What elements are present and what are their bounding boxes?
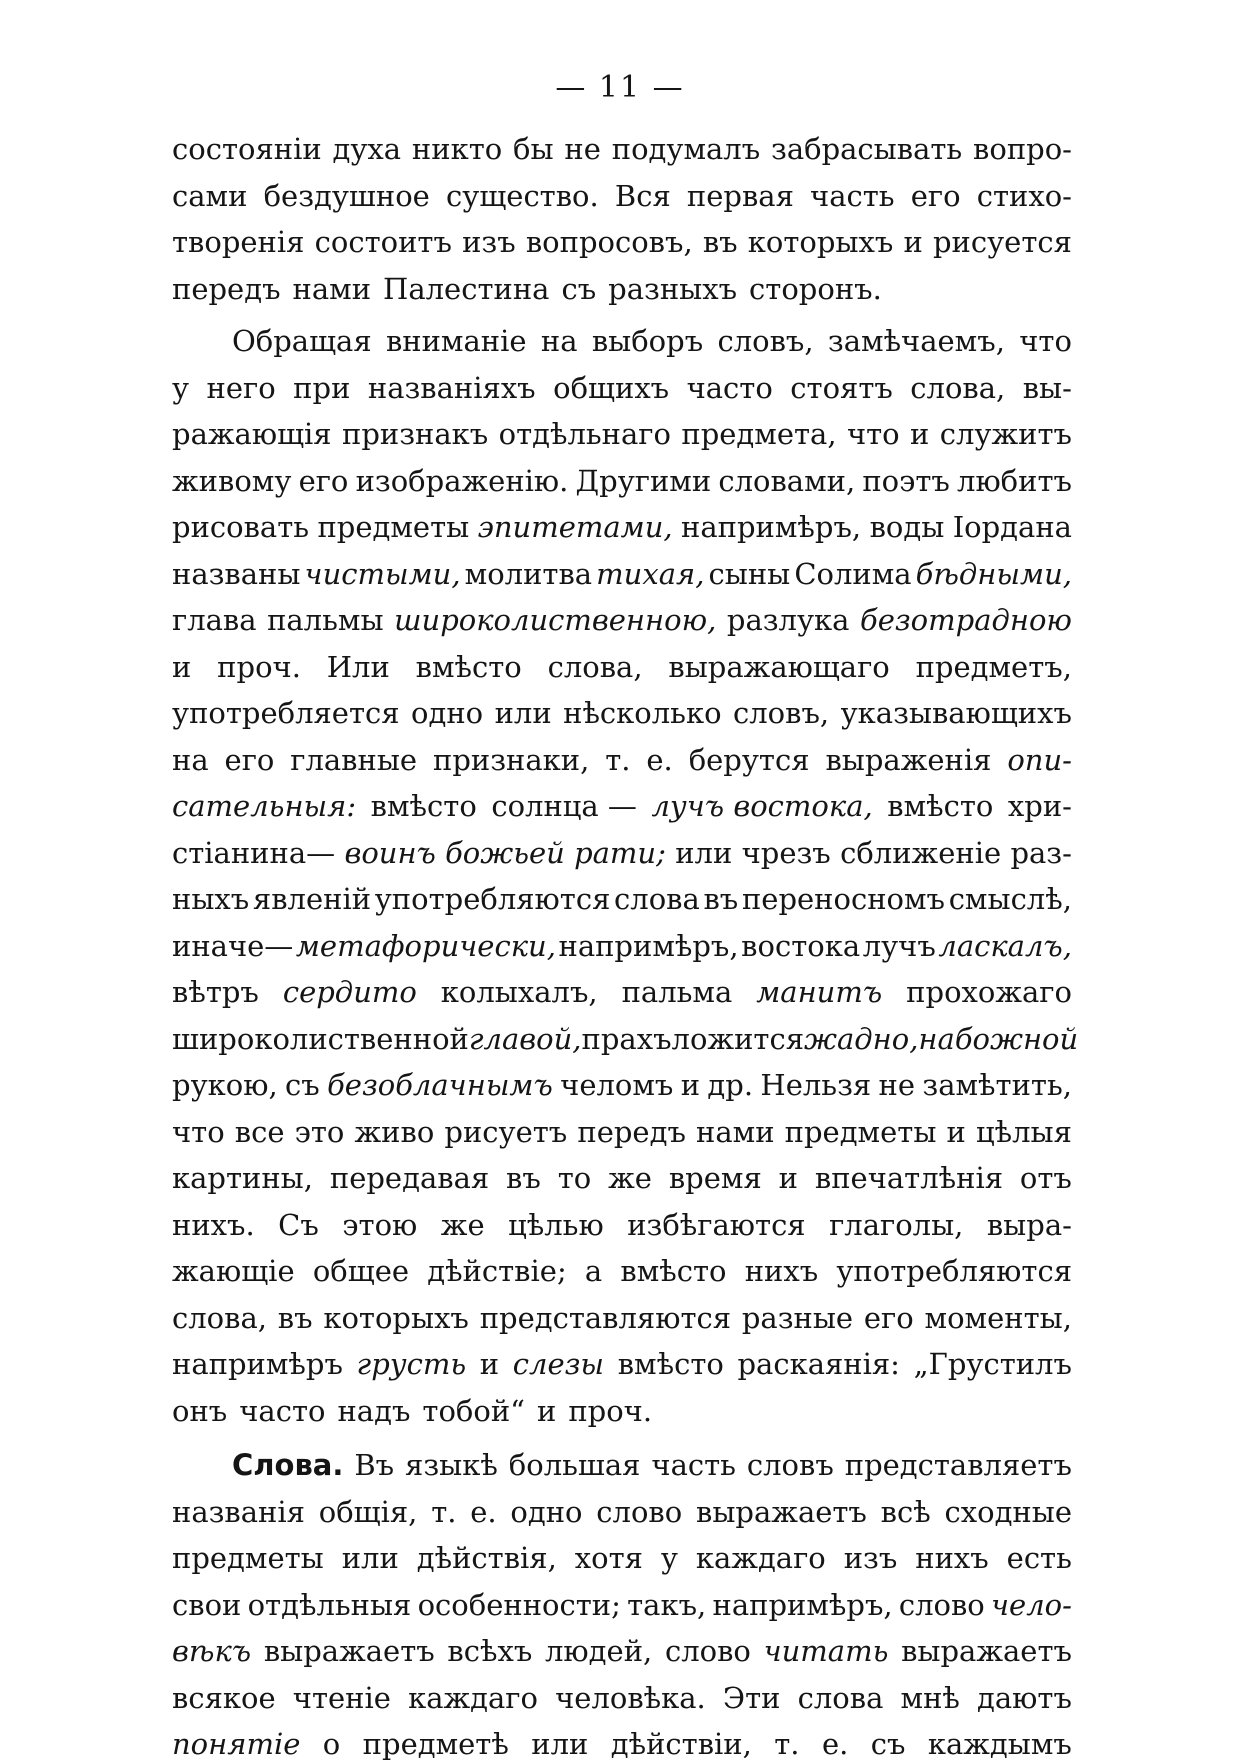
word: моменты, (924, 1300, 1072, 1335)
word: выражаетъ (263, 1634, 435, 1668)
word: и (946, 1114, 966, 1149)
word: что (846, 417, 900, 451)
word: Палестина (383, 271, 550, 306)
word: нихъ. (172, 1207, 255, 1242)
word: у (660, 1541, 678, 1575)
word: Нельзя (760, 1068, 872, 1102)
word: цѣлыя (975, 1114, 1072, 1149)
italic-word: набожной (918, 1021, 1079, 1056)
word: съ (870, 1727, 906, 1761)
word: названіяхъ (367, 370, 536, 405)
word: не (564, 132, 601, 166)
word: каждаго (408, 1680, 538, 1715)
word: предметѣ (362, 1727, 509, 1761)
word: а (584, 1254, 603, 1288)
text-line (172, 787, 1072, 825)
word: признаки, (432, 742, 590, 777)
word: словъ (746, 1448, 834, 1482)
word: нихъ (915, 1541, 989, 1575)
word: всякое (172, 1680, 276, 1715)
word: глаголы, (829, 1207, 964, 1242)
word: пальмы (267, 603, 384, 637)
word: замѣчаемъ, (827, 324, 1005, 358)
word: впечатлѣнія (814, 1161, 1004, 1195)
word: рукою, (172, 1068, 278, 1102)
text-line (172, 369, 1072, 407)
word: вмѣсто (887, 789, 994, 823)
word: первая (686, 178, 794, 213)
page-number: — 11 — (555, 70, 685, 105)
word: переносномъ (741, 882, 945, 916)
word: ражающія (172, 417, 332, 451)
word: общее (312, 1254, 410, 1288)
word: состоитъ (314, 225, 452, 259)
word: разныхъ (608, 271, 738, 306)
italic-word: эпитетами, (477, 510, 673, 544)
word: одно (411, 696, 484, 730)
italic-word: сательныя: (172, 789, 357, 823)
text-line (172, 648, 1072, 686)
word: напримѣръ (172, 1347, 343, 1381)
italic-word: читать (763, 1634, 889, 1668)
word: передавая (329, 1161, 490, 1195)
word: этою (342, 1207, 418, 1242)
word: дѣйствіи, (610, 1727, 752, 1761)
text-line (172, 1493, 1072, 1531)
word: замѣтить, (922, 1068, 1072, 1102)
word: бы (513, 132, 554, 166)
word: отъ (1019, 1161, 1072, 1195)
word: Или (326, 649, 390, 684)
word: чрезъ (741, 835, 831, 870)
word: и (536, 1393, 557, 1428)
word: о (322, 1727, 341, 1761)
word: не (878, 1068, 916, 1102)
italic-word: бѣдными, (915, 556, 1072, 591)
word: вмѣсто (620, 1254, 727, 1288)
text-line (172, 1632, 1072, 1670)
italic-word: лучъ востока, (651, 789, 873, 823)
word: нами (292, 271, 372, 306)
word: на (172, 742, 209, 777)
word: выражаетъ (901, 1634, 1072, 1668)
italic-word: манитъ (756, 975, 883, 1009)
word: словами, (718, 463, 856, 498)
word: представляетъ (844, 1448, 1072, 1482)
word: каждымъ (927, 1727, 1072, 1761)
word: выборъ (591, 324, 704, 358)
text-line (172, 741, 1072, 779)
italic-word: жадно, (804, 1021, 919, 1056)
word: Вся (614, 178, 671, 213)
word: стоятъ (790, 370, 893, 405)
word: выраженія (825, 742, 992, 777)
text-line (172, 1066, 1072, 1104)
text-line (172, 270, 1072, 308)
word: онъ (172, 1393, 228, 1428)
word: слово (596, 1494, 683, 1529)
word: передъ (172, 271, 281, 306)
word: слова, (172, 1300, 267, 1335)
word: вмѣсто (415, 649, 522, 684)
word: слова (797, 1680, 884, 1715)
word: сближеніе (840, 835, 1002, 870)
word: вы- (1022, 370, 1072, 405)
word: состояніи (172, 132, 322, 166)
italic-word: тихая, (596, 556, 705, 591)
word: часто (239, 1393, 326, 1428)
italic-word: чело- (991, 1587, 1072, 1622)
word: глава (172, 603, 257, 637)
word: забрасывать (771, 132, 963, 166)
word: изъ (843, 1541, 898, 1575)
word: въ (277, 1300, 313, 1335)
word: т. (431, 1494, 457, 1529)
word: и (778, 1161, 798, 1195)
text-line (172, 927, 1072, 965)
word: молитва (464, 556, 593, 591)
word: изображенію. (355, 463, 569, 498)
word: общія, (318, 1494, 418, 1529)
word: и (903, 225, 923, 259)
text-line (172, 880, 1072, 918)
word: вмѣсто (370, 789, 477, 823)
word: такъ, (627, 1587, 707, 1622)
text-line (232, 322, 1072, 360)
text-line (172, 1725, 1072, 1763)
word: цѣлью (508, 1207, 604, 1242)
section-heading: Слова. (232, 1448, 344, 1482)
word: слово (898, 1587, 985, 1622)
text-line (172, 694, 1072, 732)
word: или (494, 696, 552, 730)
word: др. (707, 1068, 754, 1102)
word: рисуется (932, 225, 1072, 259)
word: слово (664, 1634, 751, 1668)
word: сходные (944, 1494, 1072, 1529)
word: человѣка. (555, 1680, 706, 1715)
word: проч. (217, 649, 301, 684)
word: названія (172, 1494, 305, 1529)
text-line (172, 1020, 1079, 1058)
word: каждаго (695, 1541, 826, 1575)
word: нами (696, 1114, 775, 1149)
word: время (668, 1161, 762, 1195)
word: употребляется (172, 696, 400, 730)
text-line (232, 1446, 1072, 1484)
word: предмета, (681, 417, 837, 451)
word: слова, (910, 370, 1006, 405)
text-line (172, 1392, 1072, 1430)
word: названы (172, 556, 301, 591)
text-line (172, 1113, 1072, 1151)
word: прохожаго (906, 975, 1072, 1009)
word: предметъ, (915, 649, 1072, 684)
italic-word: опи- (1007, 742, 1072, 777)
word: раз- (1010, 835, 1072, 870)
text-line (172, 834, 1072, 872)
text-line (172, 1539, 1072, 1577)
word: то (557, 1161, 592, 1195)
word: которыхъ (747, 225, 894, 259)
word: выражающаго (668, 649, 890, 684)
italic-word: слезы (512, 1347, 605, 1381)
word: дѣйствіе; (427, 1254, 567, 1288)
word: существо. (446, 178, 599, 213)
text-line (172, 177, 1072, 215)
word: поэтъ (862, 463, 950, 498)
word: все (234, 1114, 285, 1149)
text-line (172, 1252, 1072, 1290)
word: и (910, 417, 930, 451)
word: при (293, 370, 351, 405)
word: и (479, 1347, 500, 1381)
word: Съ (278, 1207, 319, 1242)
word: воды (869, 510, 945, 544)
word: указывающихъ (840, 696, 1072, 730)
italic-word: безоблачнымъ (327, 1068, 553, 1102)
word: Эти (722, 1680, 781, 1715)
word: часть (651, 1448, 736, 1482)
text-line (172, 1345, 1072, 1383)
word: одно (510, 1494, 583, 1529)
italic-word: чистыми, (304, 556, 461, 591)
text-line (172, 508, 1072, 546)
word: вопросовъ, (525, 225, 693, 259)
word: вѣтръ (172, 975, 259, 1009)
word: хри- (1007, 789, 1072, 823)
word: е. (470, 1494, 497, 1529)
word: это (294, 1114, 345, 1149)
word: отдѣльныя (247, 1587, 412, 1622)
word: сторонъ. (749, 271, 882, 306)
word: Іордана (952, 510, 1072, 544)
word: напримѣръ, (558, 928, 739, 963)
word: его (863, 1300, 914, 1335)
word: въ (702, 225, 738, 259)
word: вниманіе (385, 324, 527, 358)
word: тобой“ (422, 1393, 525, 1428)
word: свои (172, 1587, 242, 1622)
word: представляются (479, 1300, 732, 1335)
word: смыслѣ, (948, 882, 1072, 916)
word: явленій (252, 882, 372, 916)
word: раскаянія: (737, 1347, 900, 1381)
word: въ (703, 882, 739, 916)
word: картины, (172, 1161, 313, 1195)
word: него (206, 370, 276, 405)
text-line (172, 223, 1072, 261)
word: челомъ (560, 1068, 674, 1102)
word: надъ (337, 1393, 411, 1428)
text-line (172, 1159, 1072, 1197)
word: большая (508, 1448, 641, 1482)
text-line (172, 415, 1072, 453)
word: главные (290, 742, 418, 777)
word: духа (332, 132, 402, 166)
word: словъ, (733, 696, 830, 730)
word: часто (686, 370, 773, 405)
word: напримѣръ, (712, 1587, 893, 1622)
word: которыхъ (323, 1300, 469, 1335)
word: широколиственной (172, 1021, 469, 1056)
word: сами (172, 178, 248, 213)
word: стіанина— (172, 835, 336, 870)
text-line (172, 601, 1072, 639)
word: отдѣльнаго (498, 417, 671, 451)
word: предметы (317, 510, 470, 544)
italic-word: понятіе (172, 1727, 301, 1761)
word: съ (285, 1068, 320, 1102)
word: избѣгаются (627, 1207, 806, 1242)
word: всѣ (880, 1494, 931, 1529)
italic-word: вѣкъ (172, 1634, 252, 1668)
word: проч. (568, 1393, 653, 1428)
word: живому (172, 463, 292, 498)
word: его (224, 742, 275, 777)
word: сыны (708, 556, 791, 591)
word: Въ (354, 1448, 395, 1482)
word: людей, (545, 1634, 653, 1668)
word: т. (605, 742, 631, 777)
word: слова (614, 882, 700, 916)
italic-word: грусть (356, 1347, 467, 1381)
word: у (172, 370, 190, 405)
text-line (172, 1679, 1072, 1717)
word: рисуетъ (444, 1114, 568, 1149)
word: вмѣсто (617, 1347, 724, 1381)
word: разные (741, 1300, 854, 1335)
word: выра- (986, 1207, 1072, 1242)
word: выражаетъ (696, 1494, 867, 1529)
word: Солима (794, 556, 912, 591)
word: любитъ (957, 463, 1072, 498)
word: бездушное (263, 178, 430, 213)
word: ныхъ (172, 882, 250, 916)
word: чтеніе (292, 1680, 391, 1715)
word: е. (646, 742, 673, 777)
word: Другими (575, 463, 712, 498)
word: дѣйствія, (416, 1541, 557, 1575)
word: предметы (172, 1541, 324, 1575)
word: что (1019, 324, 1072, 358)
word: языкѣ (405, 1448, 498, 1482)
text-line (172, 1206, 1072, 1244)
word: часть (810, 178, 895, 213)
text-line (172, 1299, 1072, 1337)
word: словъ, (717, 324, 814, 358)
word: подумалъ (611, 132, 761, 166)
word: берутся (688, 742, 810, 777)
word: особенности; (417, 1587, 621, 1622)
word: напримѣръ, (681, 510, 862, 544)
word: въ (506, 1161, 541, 1195)
word: слова, (547, 649, 643, 684)
word: служитъ (939, 417, 1072, 451)
word: что (172, 1114, 225, 1149)
word: даютъ (977, 1680, 1072, 1715)
word: прахъ (581, 1021, 672, 1056)
word: хотя (574, 1541, 643, 1575)
word: колыхалъ, (440, 975, 598, 1009)
italic-word: безотрадною (860, 603, 1072, 637)
word: общихъ (553, 370, 670, 405)
word: т. (774, 1727, 800, 1761)
word: разлука (726, 603, 850, 637)
word: его (298, 463, 349, 498)
text-line (172, 1586, 1072, 1624)
italic-word: сердито (282, 975, 417, 1009)
word: нѣсколько (563, 696, 722, 730)
word: же (440, 1207, 485, 1242)
word: употребляются (374, 882, 611, 916)
word: же (608, 1161, 652, 1195)
word: лучъ (862, 928, 936, 963)
word: употребляются (836, 1254, 1072, 1288)
word: и (172, 649, 192, 684)
word: на (540, 324, 578, 358)
italic-word: широколиственною, (394, 603, 717, 637)
word: или (341, 1541, 399, 1575)
word: есть (1006, 1541, 1072, 1575)
word: вопро- (973, 132, 1072, 166)
word: его (910, 178, 961, 213)
italic-word: ласкалъ, (938, 928, 1072, 963)
word: изъ (462, 225, 516, 259)
text-line (172, 555, 1072, 593)
word: или (531, 1727, 589, 1761)
word: рисовать (172, 510, 310, 544)
word: Обращая (232, 324, 372, 358)
italic-word: главой, (468, 1021, 582, 1056)
word: нихъ (744, 1254, 819, 1288)
word: признакъ (342, 417, 489, 451)
word: предметы (784, 1114, 937, 1149)
word: „Грустилъ (913, 1347, 1072, 1381)
word: всѣхъ (447, 1634, 533, 1668)
word: жающіе (172, 1254, 295, 1288)
word: стихо- (976, 178, 1072, 213)
text-line (172, 973, 1072, 1011)
word: никто (411, 132, 503, 166)
word: съ (561, 271, 597, 306)
word: или (675, 835, 733, 870)
word: востока (741, 928, 861, 963)
word: творенія (172, 225, 305, 259)
word: мнѣ (900, 1680, 960, 1715)
text-line (172, 130, 1072, 168)
italic-word: метафорически, (295, 928, 556, 963)
word: е. (821, 1727, 849, 1761)
word: ложится (671, 1021, 804, 1056)
word: и (680, 1068, 701, 1102)
word: солнца — (491, 789, 637, 823)
text-line (172, 462, 1072, 500)
word: пальма (621, 975, 733, 1009)
word: живо (354, 1114, 435, 1149)
italic-word: воинъ божьей рати; (344, 835, 666, 870)
word: иначе— (172, 928, 294, 963)
word: передъ (577, 1114, 686, 1149)
